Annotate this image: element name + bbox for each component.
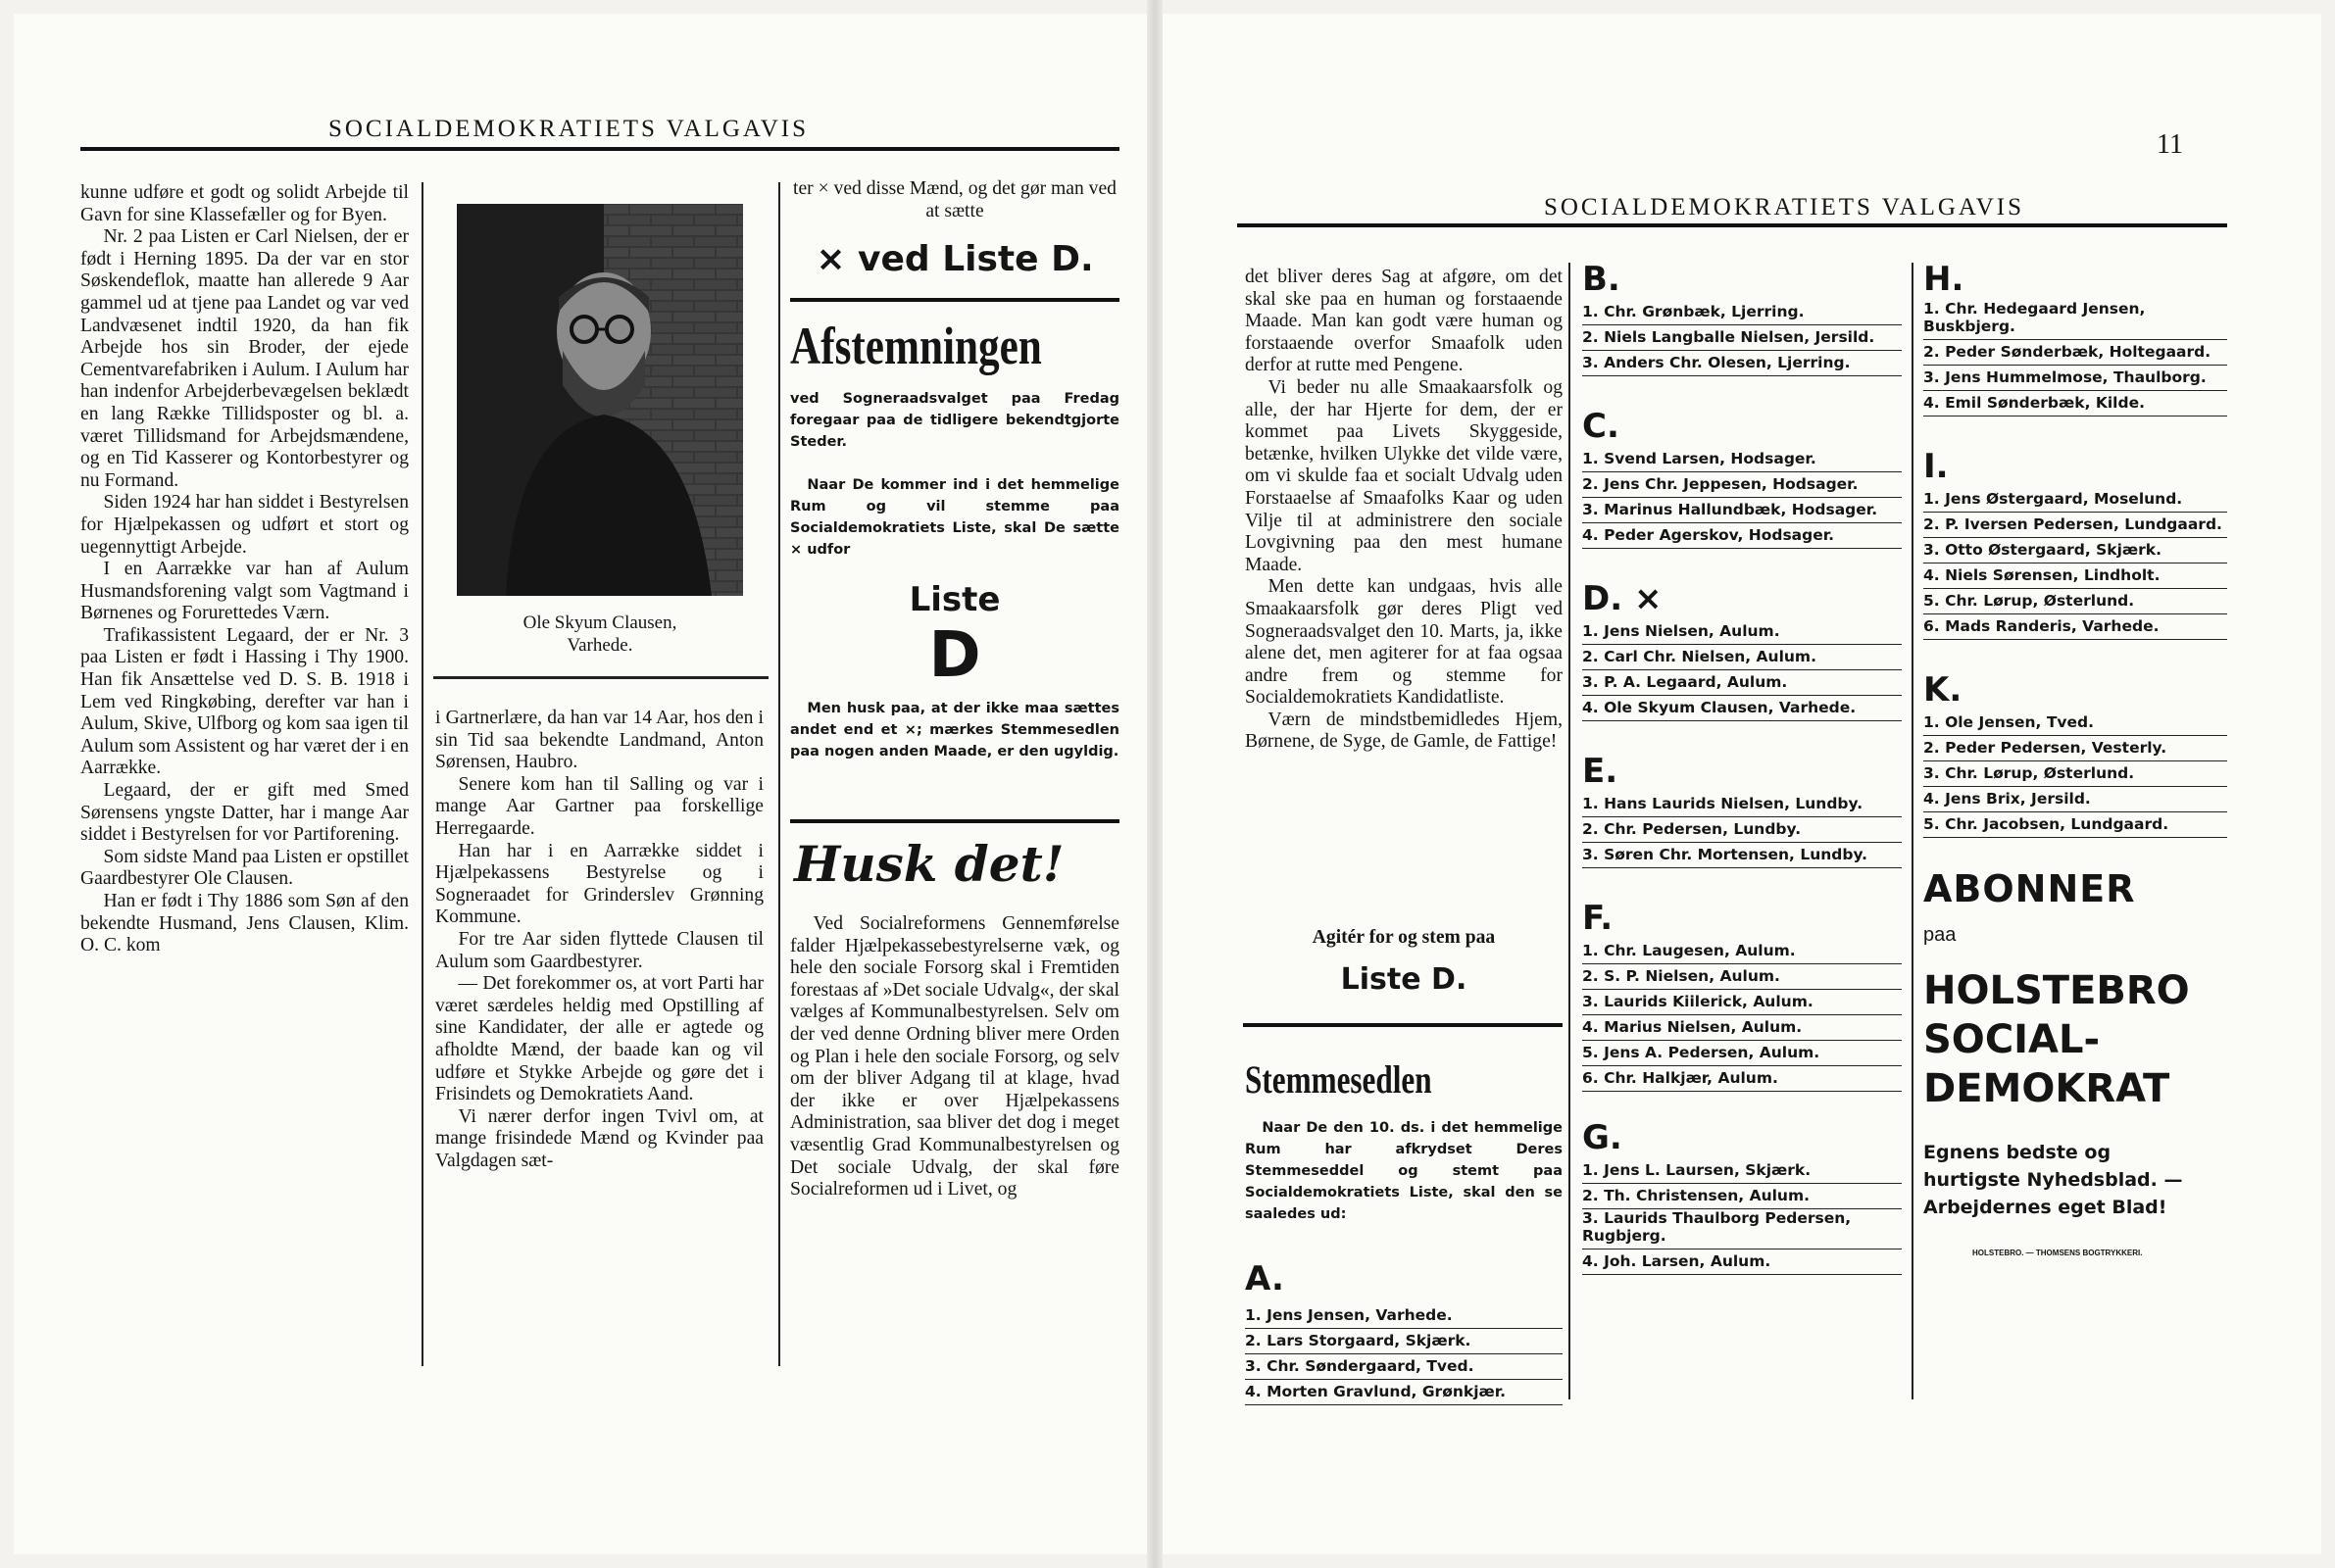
ballot-list-label: F. (1582, 899, 1614, 938)
candidate: 2. Peder Sønderbæk, Holtegaard. (1923, 340, 2227, 366)
candidate: 1. Chr. Hedegaard Jensen, Buskbjerg. (1923, 300, 2227, 340)
candidate: 6. Chr. Halkjær, Aulum. (1582, 1066, 1902, 1092)
afstemningen-text: Naar De kommer ind i det hemmelige Rum og vil stemme paa Socialdemokratiets Liste, skal De sætte × udfor (790, 477, 1119, 558)
photo-caption-line: Ole Skyum Clausen, (522, 612, 677, 633)
paragraph: det bliver deres Sag at afgøre, om det skal ske paa en human og forstaaende Maade. Man kan godt være human og forstaaende overfor Smaafolk uden derfor at rutte med Pengene. (1245, 267, 1563, 376)
ballot-list-e (1582, 752, 1902, 868)
column-rule (1568, 263, 1570, 1399)
column-rule (422, 182, 423, 1366)
page-number: 11 (2157, 129, 2183, 160)
candidate: 3. Chr. Lørup, Østerlund. (1923, 761, 2227, 787)
candidate: 1. Jens Jensen, Varhede. (1245, 1303, 1563, 1329)
ballot-list-i (1923, 447, 2227, 640)
candidate: 1. Svend Larsen, Hodsager. (1582, 447, 1902, 472)
candidate: 2. Peder Pedersen, Vesterly. (1923, 736, 2227, 761)
candidate: 3. Laurids Thaulborg Pedersen, Rugbjerg. (1582, 1209, 1902, 1250)
candidate: 4. Peder Agerskov, Hodsager. (1582, 523, 1902, 549)
ballot-list-label: K. (1923, 670, 1962, 710)
photo-caption (457, 612, 743, 657)
paragraph: Senere kom han til Salling og var i mange Aar Gartner paa forskellige Herregaarde. (435, 773, 764, 839)
candidate: 4. Jens Brix, Jersild. (1923, 787, 2227, 812)
ballot-list-g (1582, 1118, 1902, 1275)
ballot-list-label: A. (1245, 1259, 1284, 1298)
paragraph: — Det forekommer os, at vort Parti har været særdeles heldig med Opstilling af sine Kandidater, der alle er agtede og afholdte Mænd, der baade kan og vil udføre et Stykke Arbejde og gøre det i Frisindets og Demokratiets Aand. (435, 973, 764, 1105)
afstemningen-warning: Men husk paa, at der ikke maa sættes andet end et ×; mærkes Stemmesedlen paa nogen anden Maade, er den ugyldig. (790, 701, 1119, 760)
section-rule (1243, 1023, 1563, 1027)
paragraph: Siden 1924 har han siddet i Bestyrelsen for Hjælpekassen og udført et stort og uegennyttigt Arbejde. (80, 492, 409, 558)
candidate: 3. Otto Østergaard, Skjærk. (1923, 538, 2227, 564)
husk-det-text (790, 913, 1119, 1201)
liste-word: Liste (909, 580, 1001, 619)
paragraph: Ved Socialreformens Gennemførelse falder Hjælpekassebestyrelserne væk, og hele den sociale Forsorg skal i Fremtiden forestaas af »Det sociale Udvalg«, der skal vælges af Kommunalbestyrelsen. Selv om der ved denne Ordning bliver mere Orden og Plan i hele den sociale Forsorg, og selv om der bliver Adgang til at klage, hvad der ikke er over Hjælpekassens Administration, saa bliver det dog i meget væsentlig Grad Kommunalbestyrelsen og Det sociale Udvalg, der skal føre Socialreformen ud i Livet, og (790, 913, 1119, 1200)
candidate: 3. Anders Chr. Olesen, Ljerring. (1582, 351, 1902, 376)
paragraph: Men dette kan undgaas, hvis alle Smaakaarsfolk gør deres Pligt ved Sogneraadsvalget den 10. Marts, ja, ikke alene det, men agiterer for at faa ogsaa andre frem og stemme for Socialdemokratiets Kandidatliste. (1245, 576, 1563, 709)
paragraph: i Gartnerlære, da han var 14 Aar, hos den i sin Tid saa bekendte Landmand, Anton Sørensen, Haubro. (435, 708, 764, 773)
column-rule (1912, 263, 1913, 1399)
ballot-list-a (1245, 1259, 1563, 1405)
portrait-photo (457, 204, 743, 596)
ballot-list-c (1582, 407, 1902, 549)
book-gutter (1147, 0, 1163, 1568)
portrait-photo-image (457, 204, 743, 596)
ad-title-line: SOCIAL- (1923, 1017, 2101, 1062)
ad-title-line: HOLSTEBRO (1923, 968, 2190, 1013)
candidate: 5. Jens A. Pedersen, Aulum. (1582, 1041, 1902, 1066)
ballot-lists-col-2 (1582, 260, 1902, 1275)
candidate: 5. Chr. Jacobsen, Lundgaard. (1923, 812, 2227, 838)
candidate: 6. Mads Randeris, Varhede. (1923, 614, 2227, 640)
candidate: 1. Jens L. Laursen, Skjærk. (1582, 1158, 1902, 1184)
candidate: 1. Jens Østergaard, Moselund. (1923, 487, 2227, 513)
ballot-list-label: D. × (1582, 579, 1663, 618)
liste-letter: D (928, 619, 981, 692)
ballot-list-label: C. (1582, 407, 1619, 446)
ballot-list-d (1582, 579, 1902, 721)
ballot-list-label: B. (1582, 260, 1620, 299)
candidate: 3. Søren Chr. Mortensen, Lundby. (1582, 843, 1902, 868)
candidate: 5. Chr. Lørup, Østerlund. (1923, 589, 2227, 614)
photo-caption-line: Varhede. (567, 635, 633, 656)
paragraph: Vi beder nu alle Smaakaarsfolk og alle, der har Hjerte for dem, der er kommet paa Livets Skyggeside, betænke, hvilken Ulykke det vilde være, om vi skulde faa et socialt Udvalg uden Forstaaelse af Smaafolks Kaar og uden Vilje til at administrere den sociale Lovgivning paa den mest humane Maade. (1245, 376, 1563, 575)
candidate: 3. Laurids Kiilerick, Aulum. (1582, 990, 1902, 1015)
candidate: 2. P. Iversen Pedersen, Lundgaard. (1923, 513, 2227, 538)
right-column-1 (1245, 267, 1563, 754)
paragraph: Nr. 2 paa Listen er Carl Nielsen, der er født i Herning 1895. Da der var en stor Søskendeflok, maatte han allerede 9 Aar gammel ud at tjene paa Landet og var ved Landvæsenet indtil 1920, da han fik Arbejde hos sin Broder, der ejede Cementvarefabriken i Aulum. I Aulum har han indenfor Arbejderbevægelsen beklædt en lang Række Tillidsposter og bl. a. været Tillidsmand for Arbejdsmændene, og en Tid Kasserer og Kontorbestyrer og nu Formand. (80, 226, 409, 491)
ballot-list-b (1582, 260, 1902, 376)
paragraph: Værn de mindstbemidledes Hjem, Børnene, de Syge, de Gamle, de Fattige! (1245, 709, 1563, 753)
ad-title-line: DEMOKRAT (1923, 1066, 2170, 1111)
ballot-list-label: E. (1582, 752, 1618, 791)
candidate: 2. Carl Chr. Nielsen, Aulum. (1582, 645, 1902, 670)
left-column-1 (80, 182, 409, 957)
paragraph: Legaard, der er gift med Smed Sørensens yngste Datter, har i mange Aar siddet i Bestyrelsen for vor Partiforening. (80, 780, 409, 846)
ad-tagline: Egnens bedste og hurtigste Nyhedsblad. — Arbejdernes eget Blad! (1923, 1142, 2183, 1218)
ad-abonner: ABONNER (1923, 867, 2136, 910)
candidate: 3. Jens Hummelmose, Thaulborg. (1923, 366, 2227, 391)
paragraph: Han er født i Thy 1886 som Søn af den bekendte Husmand, Jens Clausen, Klim. O. C. kom (80, 891, 409, 956)
column-rule (778, 182, 780, 1366)
candidate: 1. Chr. Grønbæk, Ljerring. (1582, 300, 1902, 325)
candidate: 3. P. A. Legaard, Aulum. (1582, 670, 1902, 696)
candidate: 4. Morten Gravlund, Grønkjær. (1245, 1380, 1563, 1405)
candidate: 1. Hans Laurids Nielsen, Lundby. (1582, 792, 1902, 817)
candidate: 4. Joh. Larsen, Aulum. (1582, 1250, 1902, 1275)
ballot-list-label: G. (1582, 1118, 1622, 1157)
candidate: 4. Niels Sørensen, Lindholt. (1923, 564, 2227, 589)
ballot-list-label: H. (1923, 260, 1964, 299)
paragraph: Vi nærer derfor ingen Tvivl om, at mange frisindede Mænd og Kvinder paa Valgdagen sæt- (435, 1105, 764, 1171)
paragraph: kunne udføre et godt og solidt Arbejde til Gavn for sine Klassefæller og for Byen. (80, 182, 409, 225)
section-rule (790, 298, 1119, 302)
ballot-list-h (1923, 260, 2227, 416)
candidate: 3. Marinus Hallundbæk, Hodsager. (1582, 498, 1902, 523)
ad-printer: HOLSTEBRO. — THOMSENS BOGTRYKKERI. (1972, 1249, 2143, 1257)
paragraph: I en Aarrække var han af Aulum Husmandsforening valgt som Vagtmand i Børnenes og Forurettedes Værn. (80, 559, 409, 624)
paragraph: ter × ved disse Mænd, og det gør man ved at sætte (793, 178, 1117, 221)
candidate: 2. Niels Langballe Nielsen, Jersild. (1582, 325, 1902, 351)
right-page-header: SOCIALDEMOKRATIETS VALGAVIS (1543, 194, 2025, 220)
ballot-list-f (1582, 899, 1902, 1092)
husk-det-title: Husk det! (794, 835, 1065, 893)
ad-paa: paa (1923, 924, 1957, 946)
agiter-text: Agitér for og stem paa (1312, 927, 1496, 948)
stemmesedlen-title: Stemmesedlen (1245, 1057, 1432, 1102)
vote-slogan: × ved Liste D. (816, 239, 1094, 279)
paragraph: For tre Aar siden flyttede Clausen til Aulum som Gaardbestyrer. (435, 928, 764, 972)
candidate: 2. Jens Chr. Jeppesen, Hodsager. (1582, 472, 1902, 498)
candidate: 2. S. P. Nielsen, Aulum. (1582, 964, 1902, 990)
left-page-header: SOCIALDEMOKRATIETS VALGAVIS (327, 116, 810, 142)
candidate: 2. Th. Christensen, Aulum. (1582, 1184, 1902, 1209)
candidate: 1. Chr. Laugesen, Aulum. (1582, 939, 1902, 964)
ballot-list-label: I. (1923, 447, 1949, 486)
ballot-list-k (1923, 670, 2227, 838)
afstemningen-title: Afstemningen (790, 317, 1042, 375)
paragraph: Han har i en Aarrække siddet i Hjælpekassens Bestyrelse og i Sogneraadet for Grinderslev Grønning Kommune. (435, 840, 764, 928)
stemmesedlen-text: Naar De den 10. ds. i det hemmelige Rum har afkrydset Deres Stemmeseddel og stemt paa Socialdemokratiets Liste, skal den se saaledes ud: (1245, 1120, 1563, 1222)
afstemningen-text: ved Sogneraadsvalget paa Fredag foregaar paa de tidligere bekendtgjorte Steder. (790, 391, 1119, 450)
candidate: 4. Ole Skyum Clausen, Varhede. (1582, 696, 1902, 721)
candidate: 3. Chr. Søndergaard, Tved. (1245, 1354, 1563, 1380)
paragraph: Trafikassistent Legaard, der er Nr. 3 paa Listen er født i Hassing i Thy 1900. Han fik Ansættelse ved D. S. B. 1918 i Lem ved Ringkøbing, derefter var han i Aulum, Skive, Ulfborg og kom saa igen til Aulum som Assistent og har været der i en Aarrække. (80, 624, 409, 779)
left-column-3 (790, 178, 1119, 222)
candidate: 4. Marius Nielsen, Aulum. (1582, 1015, 1902, 1041)
paragraph: Som sidste Mand paa Listen er opstillet Gaardbestyrer Ole Clausen. (80, 846, 409, 890)
left-column-2 (435, 708, 764, 1172)
liste-d-slogan: Liste D. (1340, 962, 1467, 997)
left-header-rule (80, 147, 1119, 151)
ballot-lists-col-3 (1923, 260, 2227, 1257)
photo-rule (433, 676, 769, 679)
candidate: 4. Emil Sønderbæk, Kilde. (1923, 391, 2227, 416)
candidate: 1. Ole Jensen, Tved. (1923, 710, 2227, 736)
newspaper-ad (1923, 867, 2227, 1257)
right-header-rule (1237, 223, 2227, 227)
candidate: 2. Chr. Pedersen, Lundby. (1582, 817, 1902, 843)
section-rule (790, 819, 1119, 823)
candidate: 1. Jens Nielsen, Aulum. (1582, 619, 1902, 645)
candidate: 2. Lars Storgaard, Skjærk. (1245, 1329, 1563, 1354)
